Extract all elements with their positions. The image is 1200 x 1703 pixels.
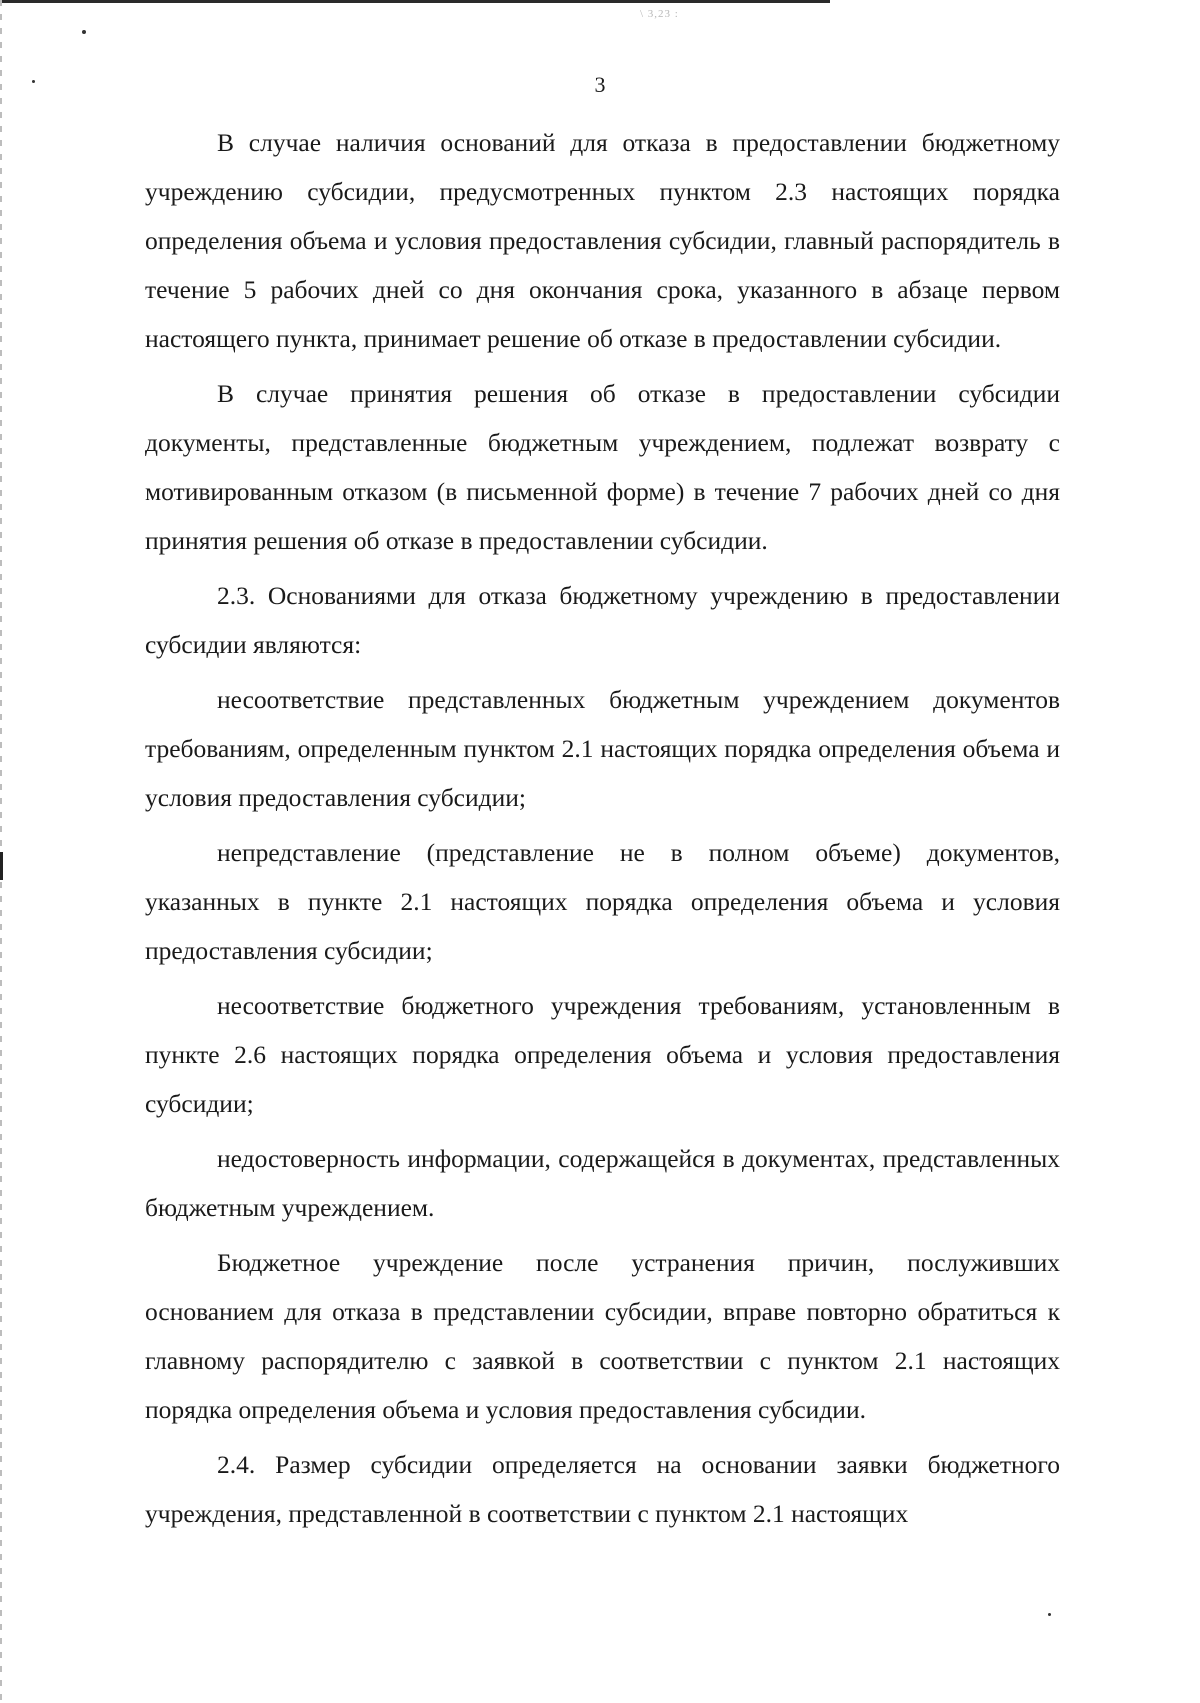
paragraph-refusal-grounds: В случае наличия оснований для отказа в предоставлении бюджетному учреждению субсидии, предусмотренных пунктом 2.3 настоящих порядка определения объема и условия предоставления субсидии, главный распорядитель в течение 5 рабочих дней со дня окончания срока, указанного в абзаце первом настоящего пункта, принимает решение об отказе в предоставлении субсидии. — [145, 128, 1060, 353]
scan-edge-top — [0, 0, 830, 3]
paragraph-ground-nonconformity-docs: несоответствие представленных бюджетным учреждением документов требованиям, определенным пунктом 2.1 настоящих порядка определения объема и условия предоставления субсидии; — [145, 685, 1060, 812]
scan-mark-left — [0, 852, 3, 880]
paragraph-clause-2-3: 2.3. Основаниями для отказа бюджетному учреждению в предоставлении субсидии являются: — [145, 581, 1060, 659]
scan-smudge: \ 3,23 : — [640, 8, 679, 20]
scan-speck — [1048, 1613, 1051, 1616]
paragraph-ground-nonsubmission: непредставление (представление не в полном объеме) документов, указанных в пункте 2.1 настоящих порядка определения объема и условия предоставления субсидии; — [145, 838, 1060, 965]
paragraph-clause-2-4: 2.4. Размер субсидии определяется на основании заявки бюджетного учреждения, представленной в соответствии с пунктом 2.1 настоящих — [145, 1450, 1060, 1528]
paragraph-ground-unreliable-info: недостоверность информации, содержащейся в документах, представленных бюджетным учреждением. — [145, 1144, 1060, 1222]
page-number: 3 — [594, 72, 606, 97]
paragraph-refusal-return: В случае принятия решения об отказе в предоставлении субсидии документы, представленные бюджетным учреждением, подлежат возврату с мотивированным отказом (в письменной форме) в течение 7 рабочих дней со дня принятия решения об отказе в предоставлении субсидии. — [145, 379, 1060, 555]
paragraph-reapplication: Бюджетное учреждение после устранения причин, послуживших основанием для отказа в представлении субсидии, вправе повторно обратиться к главному распорядителю с заявкой в соответствии с пунктом 2.1 настоящих порядка определения объема и условия предоставления субсидии. — [145, 1248, 1060, 1424]
scan-speck — [82, 30, 86, 34]
paragraph-ground-nonconformity-institution: несоответствие бюджетного учреждения требованиям, установленным в пункте 2.6 настоящих порядка определения объема и условия предоставления субсидии; — [145, 991, 1060, 1118]
document-body — [145, 118, 1060, 1538]
